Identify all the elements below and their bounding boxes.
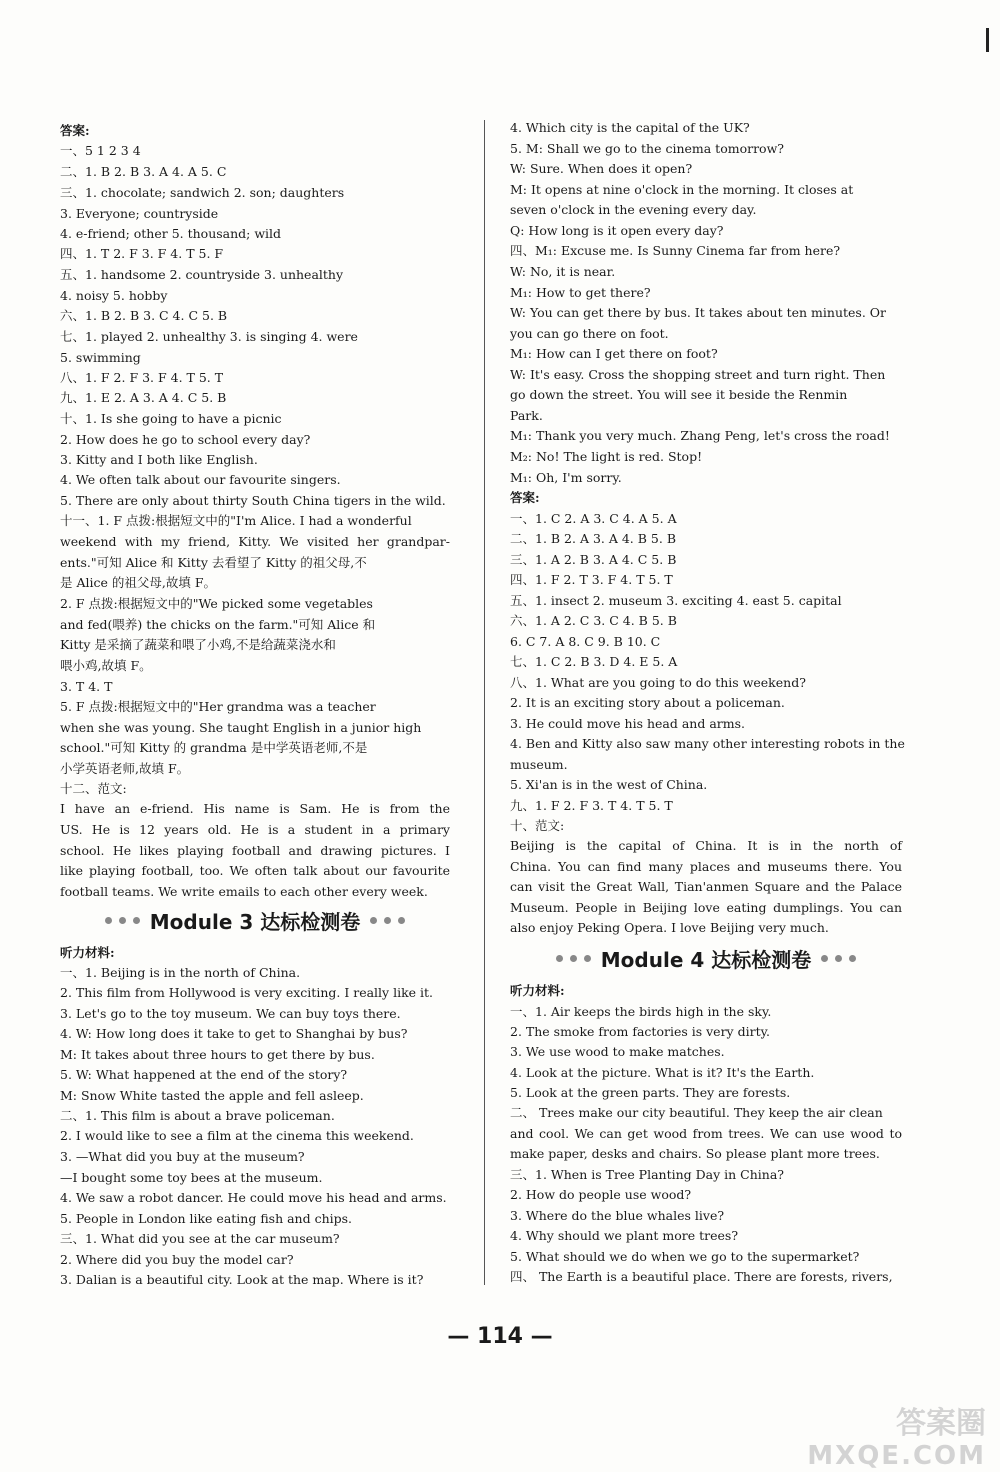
text-line: M: Snow White tasted the apple and fell asleep. (60, 1088, 364, 1103)
text-line: 一、1. Beijing is in the north of China. (60, 965, 301, 980)
text-line: 小学英语老师,故填 F。 (60, 761, 190, 776)
text-line: 是 Alice 的祖父母,故填 F。 (60, 575, 216, 590)
text-line: Kitty 是采摘了蔬菜和喂了小鸡,不是给蔬菜浇水和 (60, 637, 336, 652)
text-line: 2. How do people use wood? (510, 1187, 692, 1202)
text-line: 六、1. B 2. B 3. C 4. C 5. B (60, 308, 228, 323)
text-line: 九、1. F 2. F 3. T 4. T 5. T (510, 798, 673, 813)
column-divider (484, 120, 485, 1285)
text-line: 七、1. C 2. B 3. D 4. E 5. A (510, 654, 678, 669)
text-line: 5. There are only about thirty South China tigers in the wild. (60, 493, 446, 508)
text-line: 2. F 点拨:根据短文中的"We picked some vegetables (60, 596, 373, 611)
text-line: 3. Let's go to the toy museum. We can buy toys there. (60, 1006, 401, 1021)
text-line: 四、1. F 2. T 3. F 4. T 5. T (510, 572, 673, 587)
text-line: 听力材料: (60, 945, 115, 960)
text-line: school. He likes playing football and drawing pictures. I (60, 843, 450, 858)
module-title: Module 4 达标检测卷 (600, 947, 812, 972)
text-line: 3. Dalian is a beautiful city. Look at the map. Where is it? (60, 1272, 424, 1287)
text-line: W: You can get there by bus. It takes about ten minutes. Or (510, 305, 887, 320)
text-line: 5. Look at the green parts. They are forests. (510, 1085, 791, 1100)
text-line: 十、1. Is she going to have a picnic (60, 411, 282, 426)
text-line: 三、1. When is Tree Planting Day in China? (510, 1167, 784, 1182)
text-line: ents."可知 Alice 和 Kitty 去看望了 Kitty 的祖父母,不 (60, 555, 367, 570)
text-line: like playing football, too. We often talk about our favourite (60, 863, 450, 878)
text-line: 十、范文: (510, 818, 565, 833)
text-line: Park. (510, 408, 543, 423)
text-line: 3. He could move his head and arms. (510, 716, 745, 731)
corner-mark (986, 28, 989, 52)
text-line: 5. Xi'an is in the west of China. (510, 777, 708, 792)
text-line: 八、1. What are you going to do this weekend? (510, 675, 806, 690)
text-line: 答案: (510, 490, 540, 505)
text-line: 5. What should we do when we go to the supermarket? (510, 1249, 860, 1264)
text-line: 喂小鸡,故填 F。 (60, 658, 152, 673)
text-line: when she was young. She taught English in a junior high (60, 720, 422, 735)
text-line: seven o'clock in the evening every day. (510, 202, 757, 217)
text-line: 3. Where do the blue whales live? (510, 1208, 725, 1223)
text-line: Q: How long is it open every day? (510, 223, 724, 238)
text-line: 一、1. C 2. A 3. C 4. A 5. A (510, 511, 677, 526)
text-line: 五、1. insect 2. museum 3. exciting 4. east 5. capital (510, 593, 842, 608)
text-line: 二、1. B 2. A 3. A 4. B 5. B (510, 531, 677, 546)
text-line: 3. Everyone; countryside (60, 206, 219, 221)
text-line: 4. Why should we plant more trees? (510, 1228, 739, 1243)
text-line: 3. T 4. T (60, 679, 113, 694)
text-line: China. You can find many places and museums there. You (510, 859, 902, 874)
text-line: 十一、1. F 点拨:根据短文中的"I'm Alice. I had a wonderful (60, 513, 412, 528)
text-line: 5. People in London like eating fish and chips. (60, 1211, 353, 1226)
text-line: 四、M₁: Excuse me. Is Sunny Cinema far from here? (510, 243, 841, 258)
text-line: —I bought some toy bees at the museum. (60, 1170, 323, 1185)
decor-dots-left (556, 955, 591, 962)
text-line: M₁: Oh, I'm sorry. (510, 470, 622, 485)
text-line: 2. This film from Hollywood is very exciting. I really like it. (60, 985, 434, 1000)
text-line: 八、1. F 2. F 3. F 4. T 5. T (60, 370, 224, 385)
text-line: 十二、范文: (60, 781, 127, 796)
watermark-site: MXQE.COM (807, 1441, 986, 1471)
text-line: weekend with my friend, Kitty. We visited her grandpar- (60, 534, 450, 549)
text-line: M: It takes about three hours to get there by bus. (60, 1047, 375, 1062)
module-4-heading (510, 941, 902, 975)
text-line: 答案: (60, 123, 90, 138)
text-line: 2. The smoke from factories is very dirty. (510, 1024, 770, 1039)
text-line: W: No, it is near. (510, 264, 616, 279)
text-line: 二、1. B 2. B 3. A 4. A 5. C (60, 164, 227, 179)
text-line: 四、 The Earth is a beautiful place. There are forests, rivers, (510, 1269, 893, 1284)
text-line: M: It opens at nine o'clock in the morning. It closes at (510, 182, 854, 197)
text-line: 4. Look at the picture. What is it? It's the Earth. (510, 1065, 815, 1080)
text-line: 5. M: Shall we go to the cinema tomorrow? (510, 141, 784, 156)
decor-dots-right (370, 917, 405, 924)
watermark (807, 1408, 986, 1472)
text-line: 三、1. chocolate; sandwich 2. son; daughters (60, 185, 345, 200)
text-line: W: It's easy. Cross the shopping street and turn right. Then (510, 367, 886, 382)
decor-dots-left (105, 917, 140, 924)
text-line: 5. W: What happened at the end of the story? (60, 1067, 348, 1082)
text-line: football teams. We write emails to each other every week. (60, 884, 428, 899)
text-line: I have an e-friend. His name is Sam. He is from the (60, 801, 450, 816)
text-line: M₁: Thank you very much. Zhang Peng, let's cross the road! (510, 428, 890, 443)
text-line: go down the street. You will see it beside the Renmin (510, 387, 848, 402)
text-line: 4. Ben and Kitty also saw many other interesting robots in the (510, 736, 905, 751)
text-line: and fed(喂养) the chicks on the farm."可知 Alice 和 (60, 617, 376, 632)
text-line: 4. e-friend; other 5. thousand; wild (60, 226, 282, 241)
text-line: 4. We often talk about our favourite singers. (60, 472, 341, 487)
text-line: 二、1. This film is about a brave policeman. (60, 1108, 335, 1123)
text-line: also enjoy Peking Opera. I love Beijing very much. (510, 920, 829, 935)
text-line: 五、1. handsome 2. countryside 3. unhealthy (60, 267, 344, 282)
text-line: 4. We saw a robot dancer. He could move his head and arms. (60, 1190, 447, 1205)
text-line: Museum. People in Beijing love eating dumplings. You can (510, 900, 902, 915)
text-line: school."可知 Kitty 的 grandma 是中学英语老师,不是 (60, 740, 368, 755)
text-line: 4. W: How long does it take to get to Shanghai by bus? (60, 1026, 408, 1041)
text-line: 一、5 1 2 3 4 (60, 143, 141, 158)
text-line: 七、1. played 2. unhealthy 3. is singing 4. were (60, 329, 358, 344)
text-line: 6. C 7. A 8. C 9. B 10. C (510, 634, 661, 649)
text-line: W: Sure. When does it open? (510, 161, 693, 176)
text-line: 2. Where did you buy the model car? (60, 1252, 294, 1267)
watermark-logo-text: 答案圈 (896, 1406, 986, 1441)
text-line: 四、1. T 2. F 3. F 4. T 5. F (60, 246, 224, 261)
module-title: Module 3 达标检测卷 (149, 909, 361, 934)
text-line: 三、1. What did you see at the car museum? (60, 1231, 340, 1246)
decor-dots-right (821, 955, 856, 962)
page-number: — 114 — (447, 1324, 553, 1349)
text-line: make paper, desks and chairs. So please plant more trees. (510, 1146, 880, 1161)
text-line: 三、1. A 2. B 3. A 4. C 5. B (510, 552, 677, 567)
text-line: 5. F 点拨:根据短文中的"Her grandma was a teacher (60, 699, 376, 714)
text-line: 2. It is an exciting story about a policeman. (510, 695, 785, 710)
text-line: M₁: How to get there? (510, 285, 651, 300)
text-line: 3. We use wood to make matches. (510, 1044, 725, 1059)
text-line: museum. (510, 757, 568, 772)
text-line: 4. Which city is the capital of the UK? (510, 120, 750, 135)
text-line: you can go there on foot. (510, 326, 669, 341)
text-line: and cool. We can get wood from trees. We can use wood to (510, 1126, 902, 1141)
text-line: 六、1. A 2. C 3. C 4. B 5. B (510, 613, 677, 628)
text-line: can visit the Great Wall, Tian'anmen Square and the Palace (510, 879, 902, 894)
text-line: 二、 Trees make our city beautiful. They keep the air clean (510, 1105, 883, 1120)
text-line: Beijing is the capital of China. It is in the north of (510, 838, 902, 853)
text-line: 2. I would like to see a film at the cinema this weekend. (60, 1128, 414, 1143)
text-line: 一、1. Air keeps the birds high in the sky. (510, 1004, 772, 1019)
text-line: 2. How does he go to school every day? (60, 432, 311, 447)
text-line: 九、1. E 2. A 3. A 4. C 5. B (60, 390, 227, 405)
text-line: 3. Kitty and I both like English. (60, 452, 258, 467)
text-line: 3. —What did you buy at the museum? (60, 1149, 305, 1164)
text-line: 5. swimming (60, 350, 141, 365)
text-line: 4. noisy 5. hobby (60, 288, 168, 303)
text-line: M₁: How can I get there on foot? (510, 346, 718, 361)
text-line: 听力材料: (510, 983, 565, 998)
text-line: M₂: No! The light is red. Stop! (510, 449, 703, 464)
module-3-heading (60, 903, 450, 937)
text-line: US. He is 12 years old. He is a student in a primary (60, 822, 450, 837)
